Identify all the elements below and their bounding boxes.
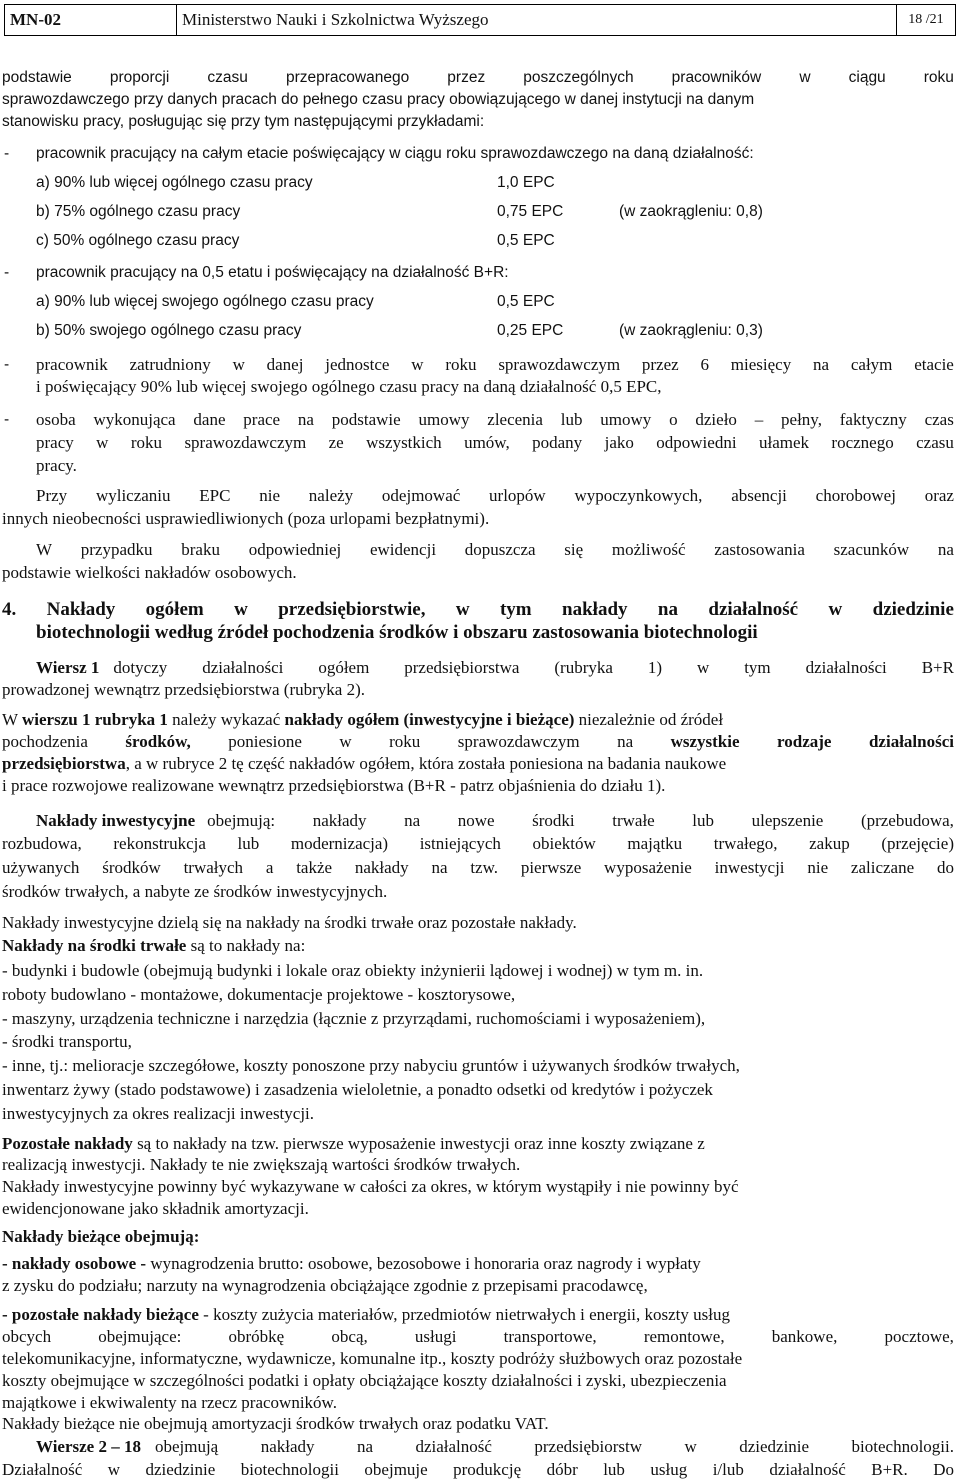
word: działalność bbox=[769, 1460, 846, 1479]
word: (przejęcie) bbox=[881, 834, 954, 853]
list-item: - maszyny, urządzenia techniczne i narzędzia (łącznie z przyrządami, ruchomościami i wyposażeniem), bbox=[2, 1009, 706, 1028]
word: Do bbox=[933, 1460, 954, 1479]
word: w bbox=[828, 599, 843, 620]
text-run: w bbox=[339, 732, 352, 751]
word: prace bbox=[243, 410, 281, 429]
word: 1) bbox=[647, 658, 663, 677]
word: czasu bbox=[916, 433, 954, 452]
word: W bbox=[36, 540, 53, 559]
epc-label: b) 75% ogólnego czasu pracy bbox=[36, 203, 241, 220]
text-run: sprawozdawczym bbox=[457, 732, 580, 751]
text-line: stanowisku pracy, posługując się przy tym następującymi przykładami: bbox=[2, 113, 485, 130]
word: odpowiedniej bbox=[248, 540, 342, 559]
text-run bbox=[113, 658, 954, 678]
word: o bbox=[669, 410, 678, 429]
text-run: roku bbox=[389, 732, 421, 751]
text-line bbox=[36, 355, 954, 375]
word: bankowe, bbox=[771, 1327, 838, 1346]
emphasis: Nakłady na środki trwałe bbox=[2, 936, 187, 955]
word: przedsiębiorstwa bbox=[404, 658, 520, 677]
word: majątku bbox=[627, 834, 683, 853]
word: absencji bbox=[731, 486, 787, 505]
word: szacunków bbox=[833, 540, 910, 559]
ministry-title: Ministerstwo Nauki i Szkolnictwa Wyższego bbox=[177, 5, 897, 35]
word: nowe bbox=[457, 811, 495, 830]
bullet-dash: - bbox=[4, 145, 10, 162]
text-line: prowadzonej wewnątrz przedsiębiorstwa (rubryka 2). bbox=[2, 680, 365, 699]
word: w bbox=[232, 355, 245, 374]
text-line bbox=[36, 811, 954, 831]
word: ogółem bbox=[145, 599, 204, 620]
word: w bbox=[234, 599, 248, 620]
list-item: - inne, tj.: melioracje szczegółowe, koszty ponoszone przy nabyciu gruntów i używanych środków trwałych, bbox=[2, 1056, 740, 1075]
word: ogółem bbox=[318, 658, 370, 677]
word: nakłady bbox=[312, 811, 367, 830]
word: Działalność bbox=[2, 1460, 83, 1479]
text-line: podstawie wielkości nakładów osobowych. bbox=[2, 563, 297, 582]
text-line bbox=[2, 1327, 954, 1347]
text-run: należy wykazać bbox=[167, 710, 285, 729]
word: w bbox=[411, 355, 424, 374]
word: braku bbox=[181, 540, 220, 559]
text-run: W bbox=[2, 710, 22, 729]
word: na bbox=[937, 540, 954, 559]
text-line bbox=[36, 540, 954, 560]
word: pracownik bbox=[36, 355, 108, 374]
word: obcą, bbox=[331, 1327, 368, 1346]
text-line bbox=[36, 410, 954, 430]
text-run bbox=[207, 811, 954, 831]
epc-label: b) 50% swojego ogólnego czasu pracy bbox=[36, 322, 302, 339]
list-item: inwentarz żywy (stado podstawowe) i zasadzenia wieloletnie, a ponadto odsetki od kredytów i pożyczek bbox=[2, 1080, 713, 1099]
word: – bbox=[754, 410, 764, 429]
word: transportowe, bbox=[503, 1327, 597, 1346]
word: wyposażenie bbox=[604, 858, 692, 877]
section-heading bbox=[2, 599, 954, 621]
word: w bbox=[799, 69, 811, 86]
word: należy bbox=[308, 486, 354, 505]
word: istniejących bbox=[419, 834, 501, 853]
word: trwałych bbox=[183, 858, 244, 877]
text-line bbox=[2, 834, 954, 854]
word: działalność bbox=[415, 1437, 492, 1456]
text-line: innych nieobecności usprawiedliwionych (poza urlopami bezpłatnymi). bbox=[2, 509, 490, 528]
word: oraz bbox=[924, 486, 954, 505]
epc-label: a) 90% lub więcej ogólnego czasu pracy bbox=[36, 174, 313, 191]
emphasis: - pozostałe nakłady bieżące bbox=[2, 1305, 199, 1324]
word: podany bbox=[532, 433, 583, 452]
document-header bbox=[4, 4, 956, 36]
word: nie bbox=[807, 858, 829, 877]
text-line: Nakłady inwestycyjne dzielą się na nakłady na środki trwałe oraz pozostałe nakłady. bbox=[2, 913, 577, 932]
word: tzw. bbox=[470, 858, 499, 877]
word: tym bbox=[744, 658, 771, 677]
word: EPC bbox=[199, 486, 231, 505]
word: roku bbox=[130, 433, 163, 452]
text-line bbox=[36, 486, 954, 506]
list-item-text: pracownik pracujący na 0,5 etatu i poświęcający na działalność B+R: bbox=[36, 264, 509, 281]
word: pocztowe, bbox=[884, 1327, 954, 1346]
word: remontowe, bbox=[643, 1327, 725, 1346]
word: odejmować bbox=[381, 486, 461, 505]
bullet-dash: - bbox=[4, 264, 10, 281]
page-number: 18 /21 bbox=[908, 12, 944, 27]
word: czas bbox=[924, 410, 954, 429]
word: przez bbox=[641, 355, 679, 374]
word: rocznego bbox=[831, 433, 894, 452]
form-code: MN-02 bbox=[5, 5, 177, 35]
emphasis: przedsiębiorstwa bbox=[2, 754, 126, 773]
word: urlopów bbox=[489, 486, 546, 505]
word: dotyczy bbox=[113, 658, 168, 677]
emphasis: wszystkie bbox=[670, 732, 740, 751]
word: umów, bbox=[464, 433, 510, 452]
word: B+R. bbox=[871, 1460, 908, 1479]
word: na bbox=[813, 355, 830, 374]
list-item: - środki transportu, bbox=[2, 1032, 132, 1051]
text-line bbox=[36, 658, 954, 678]
word: w bbox=[455, 599, 470, 620]
section-heading: biotechnologii według źródeł pochodzenia środków i obszaru zastosowania biotechnologii bbox=[36, 622, 758, 643]
word: lub bbox=[603, 1460, 625, 1479]
text-line: realizacją inwestycji. Nakłady te nie zwiększają wartości środków trwałych. bbox=[2, 1155, 521, 1174]
word: pierwsze bbox=[520, 858, 582, 877]
text-line: Nakłady inwestycyjne powinny być wykazywane w całości za okres, w którym wystąpiły i nie powinny być bbox=[2, 1177, 739, 1196]
list-item-text: pracownik pracujący na całym etacie poświęcający w ciągu roku sprawozdawczego na daną działalność: bbox=[36, 145, 754, 162]
emphasis: Pozostałe nakłady bbox=[2, 1134, 133, 1153]
text-run: pochodzenia bbox=[2, 732, 88, 751]
word: wyliczaniu bbox=[95, 486, 171, 505]
word: ulepszenie bbox=[751, 811, 824, 830]
word: modernizacja) bbox=[290, 834, 389, 853]
word: podstawie bbox=[331, 410, 401, 429]
text-run: poniesione bbox=[228, 732, 302, 751]
word: obcych bbox=[2, 1327, 52, 1346]
word: przedsiębiorstwie, bbox=[278, 599, 426, 620]
emphasis: Wiersze 2 – 18 bbox=[36, 1437, 141, 1456]
text-line bbox=[2, 1460, 954, 1480]
text-line bbox=[2, 1254, 960, 1274]
word: używanych bbox=[2, 858, 80, 877]
word: obejmuje bbox=[364, 1460, 428, 1479]
word: Przy bbox=[36, 486, 68, 505]
word: dane bbox=[193, 410, 226, 429]
emphasis: rodzaje bbox=[777, 732, 832, 751]
text-run: , a w rubryce 2 tę część nakładów ogółem, która została poniesiona na badania naukowe bbox=[125, 754, 727, 773]
text-line bbox=[36, 433, 954, 453]
word: chorobowej bbox=[815, 486, 896, 505]
word: obejmują: bbox=[207, 811, 276, 830]
word: umowy bbox=[600, 410, 652, 429]
text-line: z zysku do podziału; narzuty na wynagrodzenia obciążające zgodnie z przepisami pracodawcę, bbox=[2, 1276, 648, 1295]
text-line: i prace rozwojowe realizowane wewnątrz przedsiębiorstwa (B+R - patrz objaśnienia do działu 1). bbox=[2, 776, 666, 795]
emphasis: środków, bbox=[125, 732, 191, 751]
word: zakup bbox=[809, 834, 850, 853]
word: roku bbox=[923, 69, 954, 86]
text-line bbox=[2, 936, 960, 956]
word: nakłady bbox=[562, 599, 628, 620]
word: B+R bbox=[921, 658, 954, 677]
text-run: na bbox=[617, 732, 634, 751]
word: na bbox=[404, 811, 421, 830]
word: na bbox=[356, 1437, 374, 1456]
word: przedsiębiorstw bbox=[534, 1437, 643, 1456]
emphasis: wierszu 1 rubryka 1 bbox=[22, 710, 168, 729]
word: pracy bbox=[36, 433, 74, 452]
text-line bbox=[2, 1134, 960, 1154]
word: osoba bbox=[36, 410, 76, 429]
list-item: roboty budowlano - montażowe, dokumentacje projektowe - kosztorysowe, bbox=[2, 985, 516, 1004]
text-line: sprawozdawczego przy danych pracach do pełnego czasu pracy obowiązującego w danej instytucji na danym bbox=[2, 91, 755, 108]
text-run: - koszty zużycia materiałów, przedmiotów nietrwałych i energii, koszty usług bbox=[198, 1305, 730, 1324]
word: inwestycji bbox=[714, 858, 785, 877]
word: dóbr bbox=[546, 1460, 578, 1479]
text-line bbox=[2, 68, 954, 88]
word: biotechnologii bbox=[240, 1460, 339, 1479]
word: czasu bbox=[207, 69, 248, 86]
word: 4. bbox=[2, 599, 17, 620]
word: Nakłady bbox=[46, 599, 116, 620]
word: dziedzinie bbox=[872, 599, 954, 620]
epc-value: 0,5 EPC bbox=[497, 293, 555, 310]
word: sprawozdawczym bbox=[498, 355, 621, 374]
word: obejmują bbox=[154, 1437, 219, 1456]
word: całym bbox=[850, 355, 893, 374]
word: biotechnologii. bbox=[851, 1437, 954, 1456]
word: na bbox=[431, 858, 448, 877]
list-item: - budynki i budowle (obejmują budynki i lokale oraz obiekty inżynierii lądowej i wodnej) w tym m. in. bbox=[2, 961, 704, 980]
text-line: środków trwałych, a nabyte ze środków inwestycyjnych. bbox=[2, 882, 388, 901]
word: przepracowanego bbox=[285, 69, 410, 86]
word: nie bbox=[259, 486, 281, 505]
word: pełny, bbox=[781, 410, 822, 429]
subheading: Nakłady bieżące obejmują: bbox=[2, 1227, 200, 1246]
word: ciągu bbox=[848, 69, 886, 86]
word: środki bbox=[532, 811, 575, 830]
word: w bbox=[696, 658, 710, 677]
word: zaliczane bbox=[850, 858, 915, 877]
word: faktyczny bbox=[839, 410, 907, 429]
text-line bbox=[36, 1437, 954, 1457]
word: (przebudowa, bbox=[860, 811, 954, 830]
word: dziedzinie bbox=[145, 1460, 216, 1479]
word: trwałe bbox=[612, 811, 655, 830]
text-line bbox=[2, 710, 960, 730]
word: jako bbox=[604, 433, 634, 452]
text-line: telekomunikacyjne, informatyczne, wydawnicze, komunalne itp., koszty podróży służbowych oraz pozostałe bbox=[2, 1349, 743, 1368]
word: dziedzinie bbox=[739, 1437, 810, 1456]
word: odpowiedni bbox=[656, 433, 737, 452]
word: ułamek bbox=[758, 433, 810, 452]
word: na bbox=[297, 410, 314, 429]
word: ewidencji bbox=[369, 540, 437, 559]
word: nakłady bbox=[260, 1437, 315, 1456]
word: lub bbox=[560, 410, 583, 429]
word: jednostce bbox=[325, 355, 390, 374]
word: zlecenia bbox=[487, 410, 543, 429]
word: tym bbox=[499, 599, 532, 620]
word: zastosowania bbox=[714, 540, 805, 559]
epc-rounding: (w zaokrągleniu: 0,3) bbox=[619, 322, 763, 339]
word: w bbox=[684, 1437, 697, 1456]
word: wszystkich bbox=[366, 433, 442, 452]
word: ze bbox=[328, 433, 344, 452]
word: działalność bbox=[708, 599, 799, 620]
word: miesięcy bbox=[730, 355, 792, 374]
epc-value: 0,5 EPC bbox=[497, 232, 555, 249]
epc-label: a) 90% lub więcej swojego ogólnego czasu pracy bbox=[36, 293, 374, 310]
word: działalności bbox=[805, 658, 887, 677]
text-line bbox=[2, 732, 954, 752]
emphasis: nakłady ogółem (inwestycyjne i bieżące) bbox=[284, 710, 575, 729]
emphasis: - nakłady osobowe - bbox=[2, 1254, 147, 1273]
text-line: ewidencjonowane jako składnik amortyzacji. bbox=[2, 1199, 309, 1218]
word: możliwość bbox=[611, 540, 686, 559]
word: działalności bbox=[202, 658, 284, 677]
emphasis: Nakłady inwestycyjne bbox=[36, 811, 196, 830]
text-run: wynagrodzenia brutto: osobowe, bezosobowe i honoraria oraz nagrody i wypłaty bbox=[146, 1254, 701, 1273]
word: roku bbox=[445, 355, 477, 374]
word: dopuszcza bbox=[464, 540, 536, 559]
word: i/lub bbox=[712, 1460, 744, 1479]
word: zatrudniony bbox=[129, 355, 211, 374]
word: (rubryka bbox=[554, 658, 613, 677]
text-line: i poświęcający 90% lub więcej swojego ogólnego czasu pracy na daną działalność 0,5 EPC, bbox=[36, 377, 662, 396]
text-line bbox=[2, 754, 960, 774]
word: środków bbox=[102, 858, 161, 877]
word: na bbox=[657, 599, 678, 620]
word: dzieło bbox=[695, 410, 737, 429]
word: trwałego, bbox=[713, 834, 778, 853]
text-run: są to nakłady na tzw. pierwsze wyposażenie inwestycji oraz inne koszty związane z bbox=[132, 1134, 705, 1153]
emphasis: Wiersz 1 bbox=[36, 658, 100, 677]
word: wypoczynkowych, bbox=[574, 486, 703, 505]
word: obejmujące: bbox=[98, 1327, 182, 1346]
word: także bbox=[296, 858, 333, 877]
epc-value: 1,0 EPC bbox=[497, 174, 555, 191]
word: obróbkę bbox=[228, 1327, 285, 1346]
word: 6 bbox=[700, 355, 709, 374]
word: umowy bbox=[418, 410, 470, 429]
text-run bbox=[155, 1437, 954, 1457]
text-line: pracy. bbox=[36, 456, 77, 475]
text-run: niezależnie od źródeł bbox=[574, 710, 724, 729]
word: proporcji bbox=[109, 69, 170, 86]
word: poszczególnych bbox=[523, 69, 634, 86]
epc-label: c) 50% ogólnego czasu pracy bbox=[36, 232, 240, 249]
word: wykonująca bbox=[93, 410, 176, 429]
word: w bbox=[96, 433, 109, 452]
word: się bbox=[564, 540, 584, 559]
text-line bbox=[2, 858, 954, 878]
word: rozbudowa, bbox=[2, 834, 82, 853]
word: rekonstrukcja bbox=[113, 834, 206, 853]
list-item: inwestycyjnych za okres realizacji inwestycji. bbox=[2, 1104, 315, 1123]
word: przez bbox=[447, 69, 486, 86]
epc-value: 0,75 EPC bbox=[497, 203, 564, 220]
bullet-dash: - bbox=[4, 411, 10, 428]
word: usługi bbox=[414, 1327, 457, 1346]
emphasis: działalności bbox=[868, 732, 954, 751]
word: produkcję bbox=[453, 1460, 522, 1479]
word: usług bbox=[650, 1460, 688, 1479]
word: nakłady bbox=[354, 858, 409, 877]
word: lub bbox=[692, 811, 715, 830]
word: pracowników bbox=[671, 69, 762, 86]
word: podstawie bbox=[2, 69, 72, 86]
word: obiektów bbox=[532, 834, 596, 853]
text-line: koszty obejmujące w szczególności podatki i opłaty obciążające koszty działalności i zyski, ubezpieczenia bbox=[2, 1371, 727, 1390]
word: a bbox=[265, 858, 274, 877]
epc-rounding: (w zaokrągleniu: 0,8) bbox=[619, 203, 763, 220]
word: do bbox=[936, 858, 954, 877]
text-line: majątkowe i ekwiwalenty na rzecz pracowników. bbox=[2, 1393, 337, 1412]
epc-value: 0,25 EPC bbox=[497, 322, 564, 339]
text-line bbox=[2, 1305, 960, 1325]
word: danej bbox=[266, 355, 304, 374]
word: w bbox=[107, 1460, 120, 1479]
word: sprawozdawczym bbox=[184, 433, 307, 452]
word: etacie bbox=[914, 355, 954, 374]
text-line: Nakłady bieżące nie obejmują amortyzacji środków trwałych oraz podatku VAT. bbox=[2, 1414, 549, 1433]
word: przypadku bbox=[80, 540, 153, 559]
word: lub bbox=[237, 834, 260, 853]
text-run: są to nakłady na: bbox=[186, 936, 306, 955]
bullet-dash: - bbox=[4, 356, 10, 373]
